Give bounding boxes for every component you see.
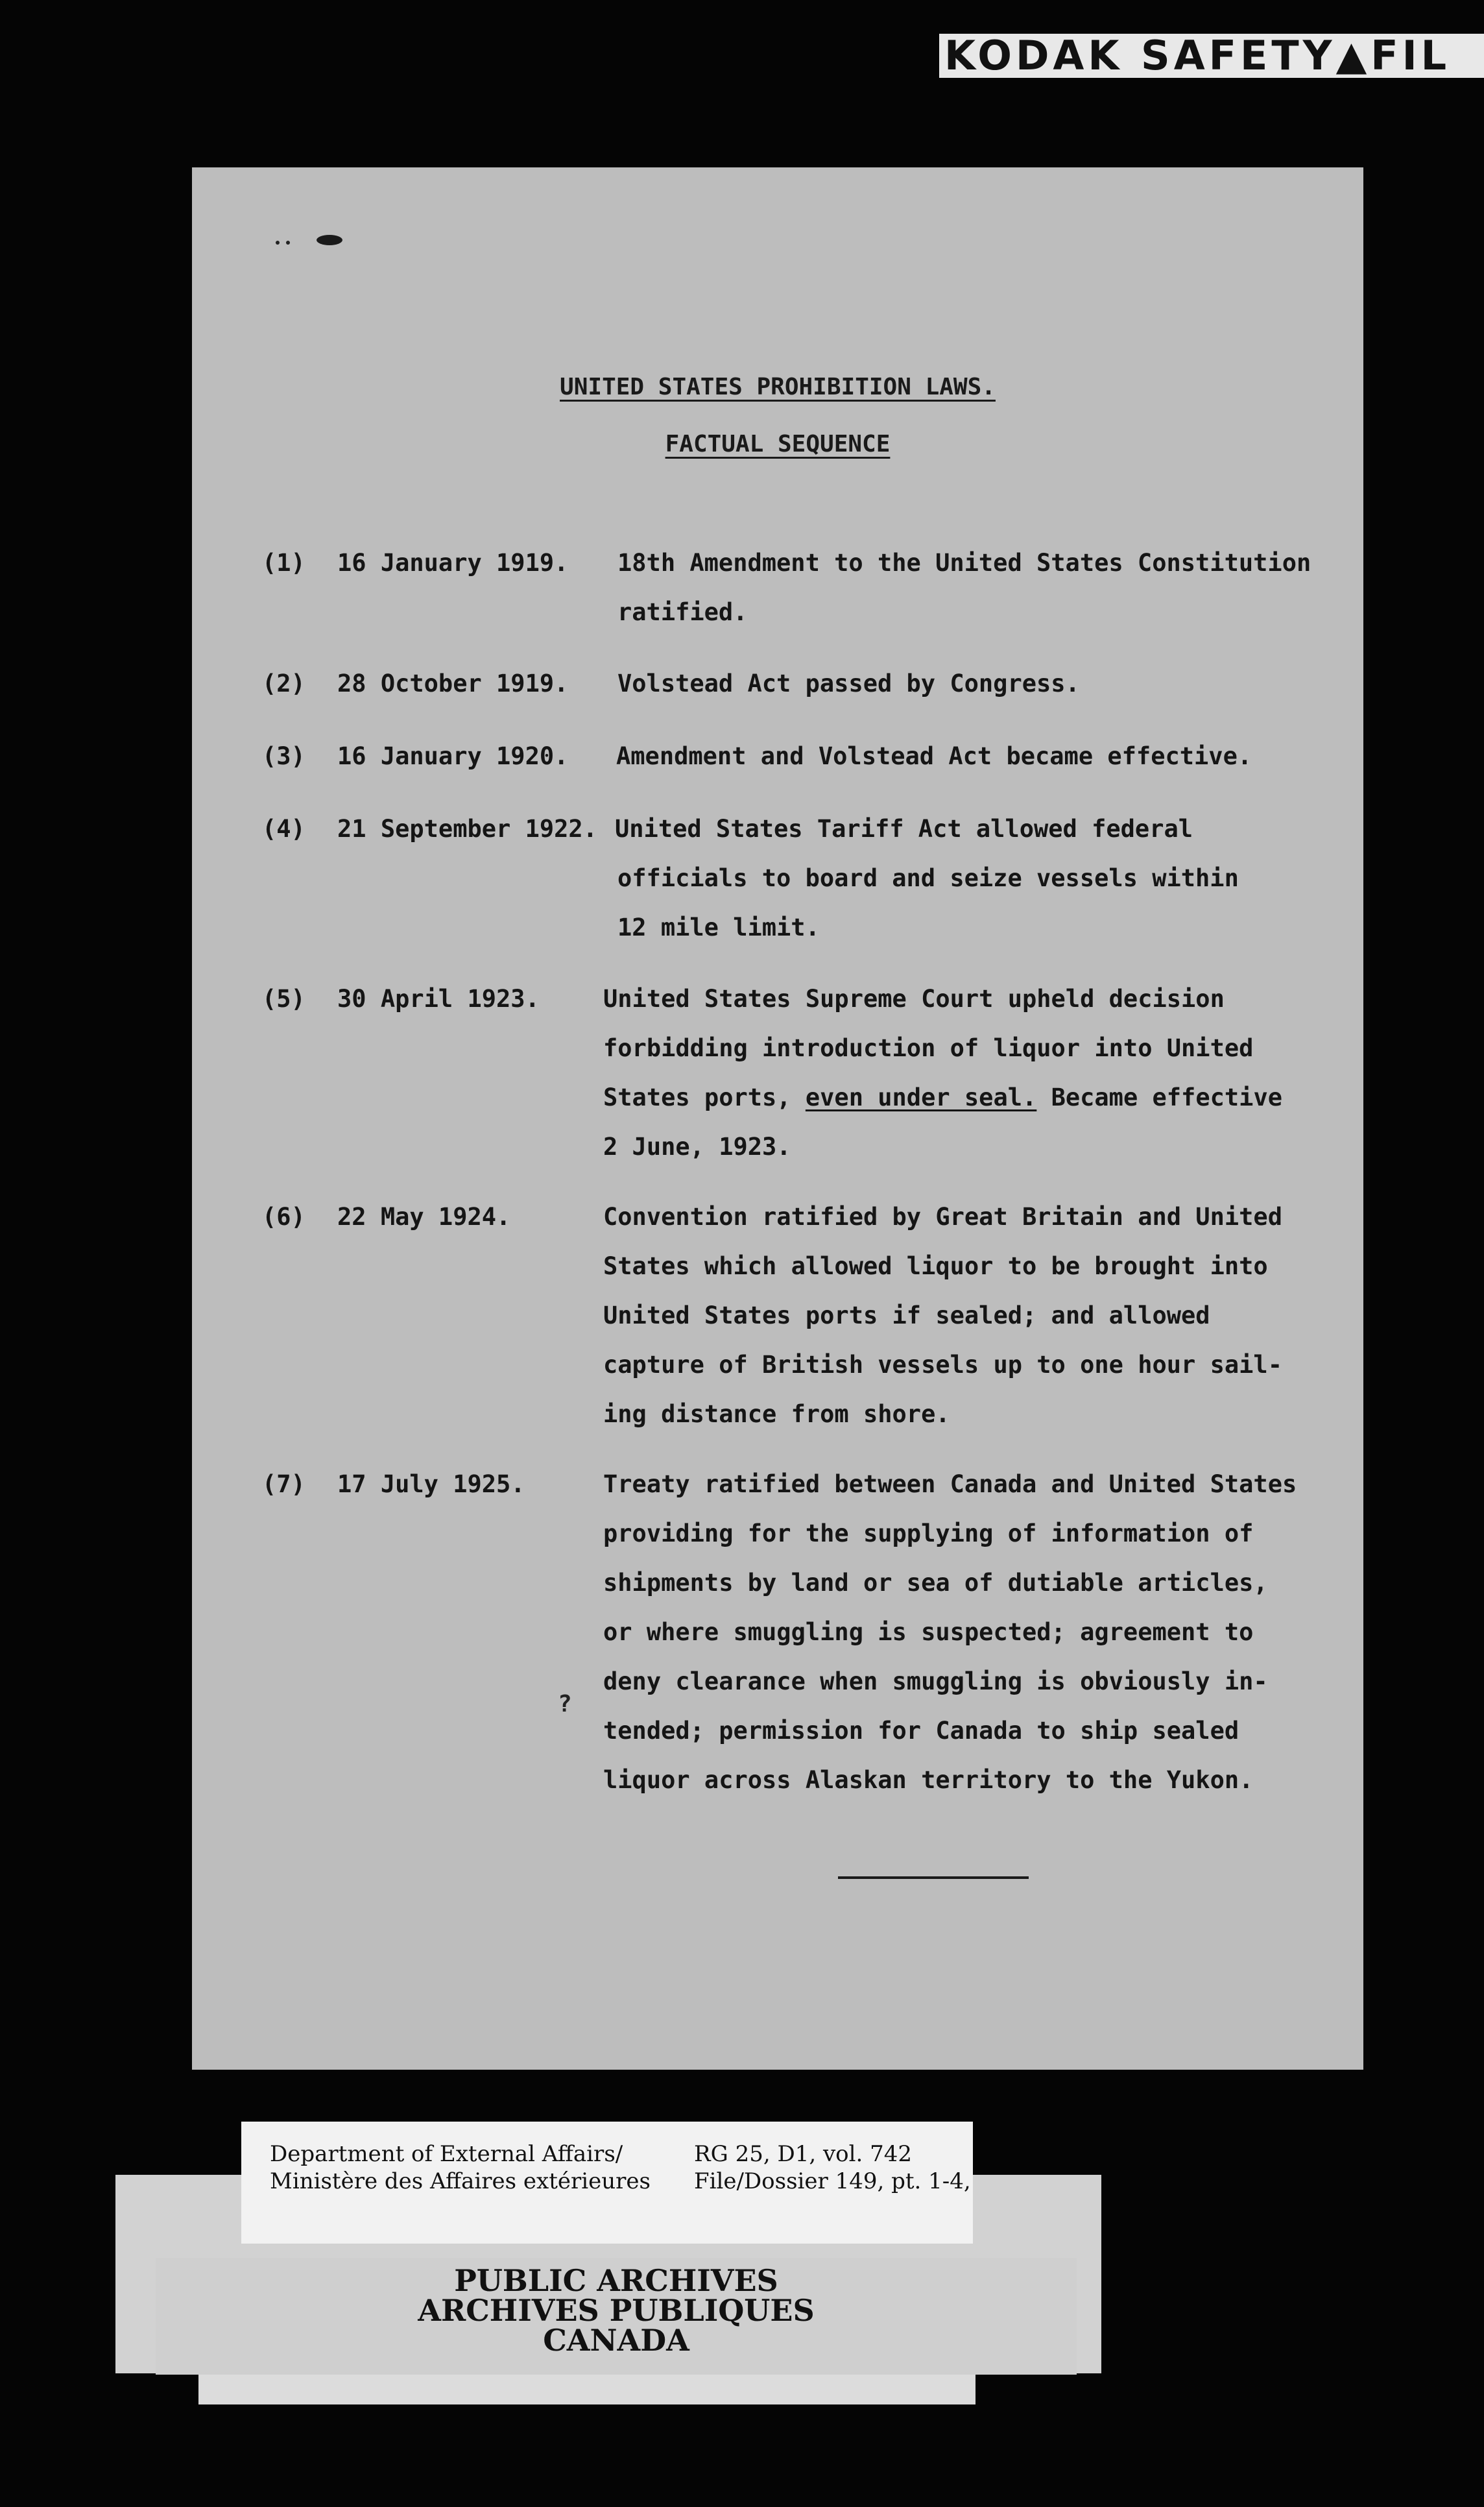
entry-date: 28 October 1919. <box>337 670 569 697</box>
entry-line: States which allowed liquor to be brought into <box>603 1252 1268 1280</box>
ink-smudge <box>274 232 352 249</box>
entry-line: officials to board and seize vessels within <box>617 864 1239 892</box>
margin-question-mark: ? <box>558 1691 572 1717</box>
entry-number: (4) <box>262 815 305 843</box>
stamp-lower-strip <box>198 2375 975 2404</box>
entry-line: 12 mile limit. <box>617 914 820 941</box>
entry-date: 22 May 1924. <box>337 1203 511 1231</box>
entry-line: Convention ratified by Great Britain and United <box>603 1203 1282 1231</box>
entry-line: liquor across Alaskan territory to the Yukon. <box>603 1766 1254 1794</box>
entry-number: (2) <box>262 670 305 697</box>
document-page <box>192 167 1363 2070</box>
entry-line: forbidding introduction of liquor into United <box>603 1034 1254 1062</box>
entry-line: United States Supreme Court upheld decision <box>603 985 1225 1013</box>
archive-reference-label <box>241 2122 973 2244</box>
entry-line: deny clearance when smuggling is obviously in- <box>603 1667 1268 1695</box>
film-edge-mark: KODAK SAFETY▲FIL <box>939 34 1484 78</box>
stamp-line-country: CANADA <box>543 2323 689 2358</box>
department-french: Ministère des Affaires extérieures <box>270 2168 651 2194</box>
entry-date: 16 January 1920. <box>337 742 569 770</box>
entry-number: (7) <box>262 1470 305 1498</box>
file-reference: File/Dossier 149, pt. 1-4, <box>694 2168 971 2194</box>
entry-line: Amendment and Volstead Act became effective. <box>616 742 1252 770</box>
entry-line: tended; permission for Canada to ship sealed <box>603 1717 1239 1745</box>
stamp-line-french: ARCHIVES PUBLIQUES <box>418 2293 815 2328</box>
underlined-phrase: even under seal. <box>805 1084 1037 1111</box>
entry-line-with-underline <box>603 1084 1282 1111</box>
entry-line: providing for the supplying of information of <box>603 1520 1254 1547</box>
entry-line-prefix: States ports, <box>603 1084 791 1111</box>
entry-number: (6) <box>262 1203 305 1231</box>
entry-line: shipments by land or sea of dutiable articles, <box>603 1569 1268 1597</box>
stamp-line-english: PUBLIC ARCHIVES <box>454 2263 778 2298</box>
entry-line-suffix: Became effective <box>1051 1084 1282 1111</box>
entry-line: United States Tariff Act allowed federal <box>615 815 1193 843</box>
entry-line: 2 June, 1923. <box>603 1133 791 1161</box>
entry-line: Volstead Act passed by Congress. <box>617 670 1080 697</box>
entry-line: or where smuggling is suspected; agreement to <box>603 1618 1254 1646</box>
entry-line: United States ports if sealed; and allowed <box>603 1302 1210 1329</box>
entry-line: capture of British vessels up to one hour sail- <box>603 1351 1282 1379</box>
entry-line: ratified. <box>617 598 748 626</box>
department-english: Department of External Affairs/ <box>270 2141 623 2167</box>
document-title: UNITED STATES PROHIBITION LAWS. <box>560 374 996 400</box>
entry-date: 21 September 1922. <box>337 815 597 843</box>
record-group-reference: RG 25, D1, vol. 742 <box>694 2141 913 2167</box>
entry-date: 30 April 1923. <box>337 985 540 1013</box>
entry-date: 16 January 1919. <box>337 549 569 577</box>
entry-date: 17 July 1925. <box>337 1470 525 1498</box>
entry-line: Treaty ratified between Canada and United States <box>603 1470 1297 1498</box>
public-archives-stamp <box>156 2258 1077 2375</box>
entry-number: (5) <box>262 985 305 1013</box>
entry-line: ing distance from shore. <box>603 1400 950 1428</box>
entry-line: 18th Amendment to the United States Constitution <box>617 549 1311 577</box>
closing-rule <box>838 1876 1029 1879</box>
entry-number: (1) <box>262 549 305 577</box>
document-subtitle: FACTUAL SEQUENCE <box>665 431 891 457</box>
entry-number: (3) <box>262 742 305 770</box>
